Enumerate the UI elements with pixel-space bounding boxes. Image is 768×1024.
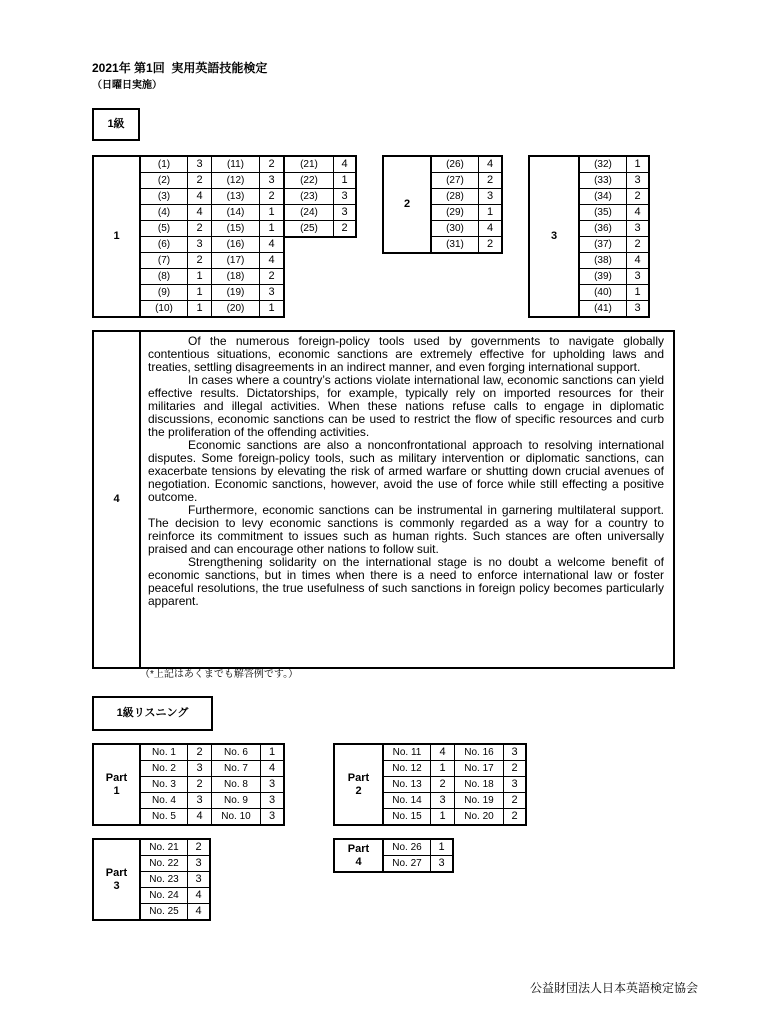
- answer-choice: 1: [627, 285, 648, 300]
- question-number: (3): [141, 189, 187, 204]
- question-number: (37): [580, 237, 626, 252]
- question-number: No. 17: [455, 761, 503, 776]
- answer-choice: 4: [188, 904, 209, 919]
- answer-choice: 3: [504, 745, 525, 760]
- question-number: No. 3: [141, 777, 187, 792]
- answer-choice: 4: [188, 888, 209, 903]
- question-number: (17): [212, 253, 259, 268]
- answer-choice: 4: [334, 157, 355, 172]
- answer-choice: 4: [188, 809, 211, 824]
- answer-choice: 2: [188, 221, 211, 236]
- part-4-label: Part 4: [333, 838, 384, 873]
- part-2-answer-grid: [382, 743, 527, 826]
- answer-choice: 4: [188, 189, 211, 204]
- question-number: No. 20: [455, 809, 503, 824]
- question-number: No. 11: [384, 745, 430, 760]
- answer-choice: 1: [261, 745, 283, 760]
- answer-choice: 3: [627, 221, 648, 236]
- question-number: (20): [212, 301, 259, 316]
- answer-choice: 1: [260, 221, 283, 236]
- question-number: (41): [580, 301, 626, 316]
- answer-choice: 4: [479, 221, 501, 236]
- question-number: (21): [285, 157, 333, 172]
- question-number: No. 7: [212, 761, 260, 776]
- answer-choice: 2: [334, 221, 355, 236]
- answer-choice: 1: [260, 205, 283, 220]
- question-number: No. 14: [384, 793, 430, 808]
- sample-answer-note: （*上記はあくまでも解答例です。）: [140, 669, 299, 680]
- question-number: (2): [141, 173, 187, 188]
- essay-paragraph: Strengthening solidarity on the international stage is no doubt a welcome benefit of economic sanctions, but in times when there is a need to enforce international law or foster peaceful resolutions, the true usefulness of such sanctions in foreign policy becomes particularly apparent.: [148, 555, 664, 608]
- question-number: (12): [212, 173, 259, 188]
- answer-choice: 1: [260, 301, 283, 316]
- answer-choice: 2: [431, 777, 454, 792]
- question-number: (16): [212, 237, 259, 252]
- answer-choice: 2: [260, 157, 283, 172]
- answer-choice: 3: [334, 205, 355, 220]
- section-3-label: 3: [528, 155, 580, 318]
- answer-choice: 2: [260, 269, 283, 284]
- answer-choice: 1: [188, 301, 211, 316]
- answer-choice: 3: [260, 285, 283, 300]
- question-number: (32): [580, 157, 626, 172]
- section-2-answer-grid: [430, 155, 503, 254]
- question-number: No. 5: [141, 809, 187, 824]
- section-1-label: 1: [92, 155, 141, 318]
- answer-choice: 3: [431, 856, 452, 871]
- section-1-answer-grid: [139, 155, 285, 318]
- answer-choice: 1: [431, 809, 454, 824]
- answer-choice: 3: [260, 173, 283, 188]
- answer-choice: 4: [627, 253, 648, 268]
- question-number: (10): [141, 301, 187, 316]
- question-number: No. 23: [141, 872, 187, 887]
- essay-paragraph: Of the numerous foreign-policy tools used by governments to navigate globally contentious situations, economic sanctions are extremely effective for upholding laws and treaties, settling disagreements in an indirect manner, and even forging international support.: [148, 334, 664, 374]
- question-number: (35): [580, 205, 626, 220]
- question-number: (31): [432, 237, 478, 252]
- answer-choice: 2: [504, 809, 525, 824]
- essay-paragraph: Furthermore, economic sanctions can be instrumental in garnering multilateral support. The decision to levy economic sanctions is commonly regarded as a way for a country to reinforce its commitment to issues such as human rights. Such stances are often universally praised and can encourage other nations to follow suit.: [148, 503, 664, 556]
- question-number: No. 27: [384, 856, 430, 871]
- question-number: (9): [141, 285, 187, 300]
- question-number: (38): [580, 253, 626, 268]
- question-number: No. 26: [384, 840, 430, 855]
- question-number: No. 9: [212, 793, 260, 808]
- question-number: (18): [212, 269, 259, 284]
- answer-choice: 1: [431, 840, 452, 855]
- question-number: (23): [285, 189, 333, 204]
- question-number: (15): [212, 221, 259, 236]
- question-number: (1): [141, 157, 187, 172]
- answer-choice: 2: [188, 173, 211, 188]
- answer-choice: 3: [504, 777, 525, 792]
- answer-choice: 2: [188, 840, 209, 855]
- part-1-label: Part 1: [92, 743, 141, 826]
- question-number: (5): [141, 221, 187, 236]
- part-3-label: Part 3: [92, 838, 141, 921]
- question-number: (22): [285, 173, 333, 188]
- question-number: No. 16: [455, 745, 503, 760]
- question-number: No. 19: [455, 793, 503, 808]
- section-4-essay: [139, 330, 675, 669]
- listening-title: 1級リスニング: [92, 696, 213, 731]
- grade-label: 1級: [92, 108, 140, 141]
- document-title: 2021年 第1回 実用英語技能検定: [92, 61, 268, 75]
- answer-choice: 2: [479, 173, 501, 188]
- question-number: (36): [580, 221, 626, 236]
- question-number: No. 24: [141, 888, 187, 903]
- answer-choice: 3: [188, 872, 209, 887]
- question-number: No. 18: [455, 777, 503, 792]
- section-3-answer-grid: [578, 155, 650, 318]
- question-number: (33): [580, 173, 626, 188]
- answer-choice: 3: [334, 189, 355, 204]
- question-number: (7): [141, 253, 187, 268]
- question-number: No. 4: [141, 793, 187, 808]
- answer-choice: 3: [627, 269, 648, 284]
- question-number: No. 1: [141, 745, 187, 760]
- question-number: No. 21: [141, 840, 187, 855]
- answer-choice: 4: [479, 157, 501, 172]
- answer-choice: 3: [188, 856, 209, 871]
- answer-choice: 4: [260, 253, 283, 268]
- question-number: (29): [432, 205, 478, 220]
- question-number: (26): [432, 157, 478, 172]
- question-number: (14): [212, 205, 259, 220]
- answer-choice: 3: [627, 173, 648, 188]
- organization-name: 公益財団法人日本英語検定協会: [530, 981, 699, 995]
- answer-choice: 2: [188, 745, 211, 760]
- answer-choice: 3: [188, 761, 211, 776]
- answer-choice: 2: [188, 777, 211, 792]
- answer-choice: 2: [260, 189, 283, 204]
- question-number: No. 12: [384, 761, 430, 776]
- question-number: No. 13: [384, 777, 430, 792]
- section-1-answer-grid-extra: [283, 155, 357, 238]
- answer-choice: 3: [627, 301, 648, 316]
- question-number: (30): [432, 221, 478, 236]
- answer-choice: 4: [260, 237, 283, 252]
- essay-paragraph: Economic sanctions are also a nonconfrontational approach to resolving international disputes. Some foreign-policy tools, such as military intervention or diplomatic sanctions, can exacerbate tensions by elevating the risk of armed warfare or shutting down crucial avenues of negotiation. Economic sanctions, however, avoid the use of force while still effecting a positive outcome.: [148, 438, 664, 504]
- answer-choice: 2: [504, 793, 525, 808]
- answer-choice: 1: [334, 173, 355, 188]
- answer-choice: 2: [627, 237, 648, 252]
- answer-choice: 4: [261, 761, 283, 776]
- question-number: (8): [141, 269, 187, 284]
- section-4-label: 4: [92, 330, 141, 669]
- question-number: No. 6: [212, 745, 260, 760]
- question-number: No. 22: [141, 856, 187, 871]
- question-number: No. 8: [212, 777, 260, 792]
- question-number: (11): [212, 157, 259, 172]
- answer-choice: 3: [261, 809, 283, 824]
- question-number: (28): [432, 189, 478, 204]
- answer-choice: 1: [188, 285, 211, 300]
- part-4-answer-grid: [382, 838, 454, 873]
- question-number: No. 10: [212, 809, 260, 824]
- question-number: (6): [141, 237, 187, 252]
- question-number: (24): [285, 205, 333, 220]
- question-number: No. 25: [141, 904, 187, 919]
- answer-choice: 3: [431, 793, 454, 808]
- answer-choice: 2: [504, 761, 525, 776]
- answer-choice: 2: [188, 253, 211, 268]
- answer-choice: 3: [261, 777, 283, 792]
- answer-choice: 2: [627, 189, 648, 204]
- answer-choice: 4: [627, 205, 648, 220]
- answer-choice: 1: [431, 761, 454, 776]
- answer-choice: 1: [627, 157, 648, 172]
- answer-choice: 1: [479, 205, 501, 220]
- answer-choice: 4: [431, 745, 454, 760]
- exam-date-note: （日曜日実施）: [92, 80, 162, 91]
- answer-choice: 3: [479, 189, 501, 204]
- question-number: (34): [580, 189, 626, 204]
- answer-choice: 1: [188, 269, 211, 284]
- answer-choice: 3: [188, 237, 211, 252]
- question-number: (4): [141, 205, 187, 220]
- question-number: (19): [212, 285, 259, 300]
- part-1-answer-grid: [139, 743, 285, 826]
- question-number: (25): [285, 221, 333, 236]
- question-number: No. 15: [384, 809, 430, 824]
- essay-paragraph: In cases where a country’s actions violate international law, economic sanctions can yield effective results. Dictatorships, for example, typically rely on imported resources for their militaries and illegal activities. When these nations refuse calls to engage in diplomatic discussions, economic sanctions can be used to restrict the flow of specific resources and curb the proliferation of the offending activities.: [148, 373, 664, 439]
- section-2-label: 2: [382, 155, 432, 254]
- question-number: (13): [212, 189, 259, 204]
- question-number: (39): [580, 269, 626, 284]
- answer-choice: 3: [188, 793, 211, 808]
- part-2-label: Part 2: [333, 743, 384, 826]
- answer-choice: 3: [261, 793, 283, 808]
- answer-choice: 4: [188, 205, 211, 220]
- question-number: (40): [580, 285, 626, 300]
- question-number: (27): [432, 173, 478, 188]
- question-number: No. 2: [141, 761, 187, 776]
- answer-choice: 2: [479, 237, 501, 252]
- part-3-answer-grid: [139, 838, 211, 921]
- answer-choice: 3: [188, 157, 211, 172]
